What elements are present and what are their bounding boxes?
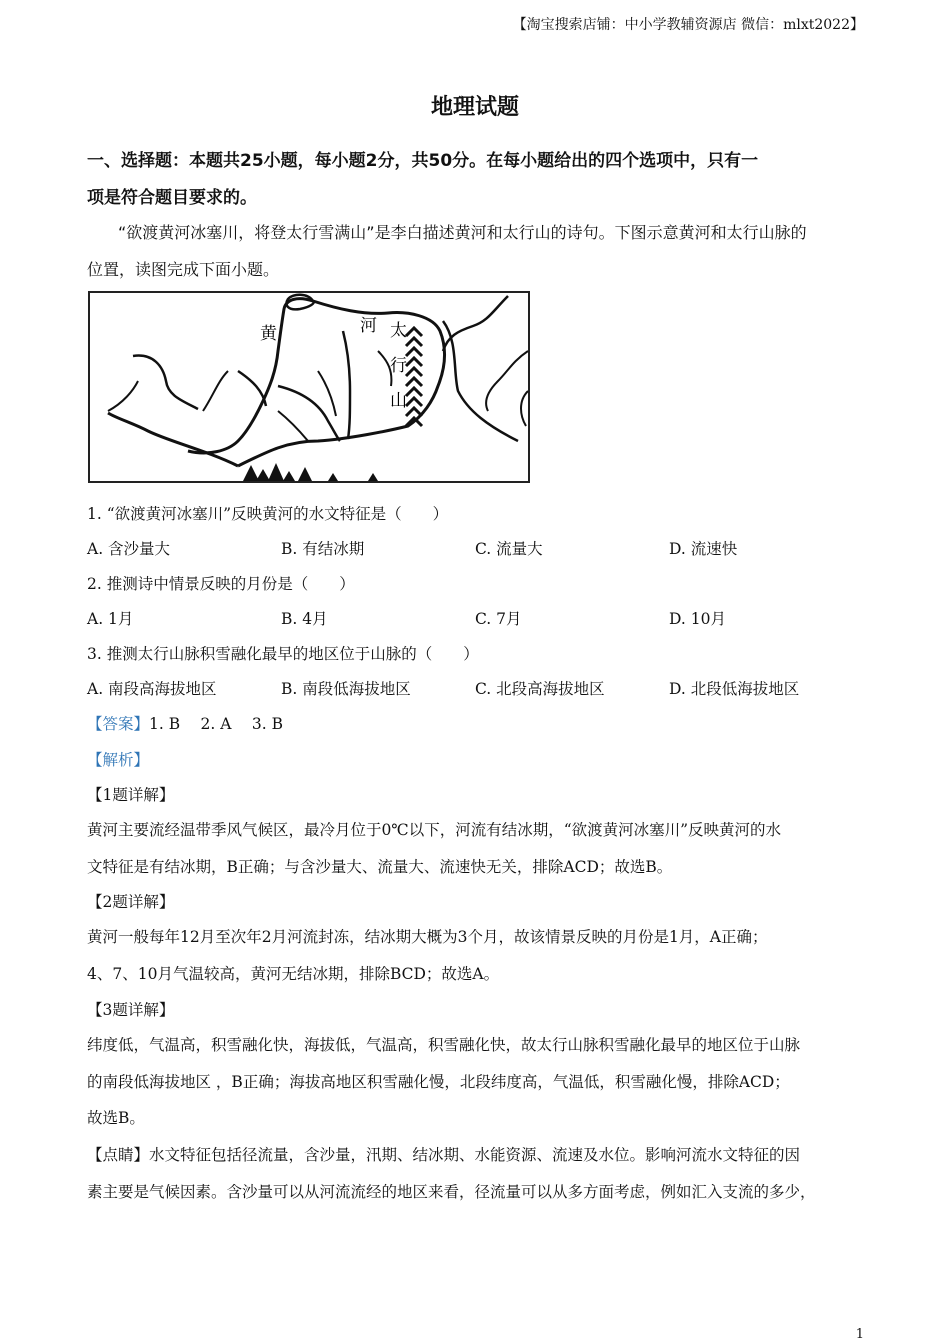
map-label-hang: 行 <box>390 356 407 376</box>
answer-tag: 【答案】 <box>87 715 150 733</box>
map-label-he: 河 <box>360 316 377 336</box>
analysis-tag: 【解析】 <box>87 751 150 769</box>
map-label-tai: 太 <box>390 321 407 341</box>
q3-detail-line3: 故选B。 <box>87 1109 145 1127</box>
answer-text: 1. B 2. A 3. B <box>149 715 283 733</box>
yellow-river-taihang-map <box>88 291 530 483</box>
q2-detail-line1: 黄河一般每年12月至次年2月河流封冻，结冰期大概为3个月，故该情景反映的月份是1月，A正确； <box>87 928 768 946</box>
q3-option-c: C. 北段高海拔地区 <box>475 680 605 698</box>
q3-detail-tag: 【3题详解】 <box>87 1001 175 1019</box>
q1-option-b: B. 有结冰期 <box>281 540 365 558</box>
question-1-stem: 1. “欲渡黄河冰塞川”反映黄河的水文特征是（ ） <box>87 505 449 523</box>
q1-option-a: A. 含沙量大 <box>87 540 171 558</box>
q3-detail-line1: 纬度低，气温高，积雪融化快，海拔低，气温高，积雪融化快，故太行山脉积雪融化最早的地区位于山脉 <box>87 1036 801 1054</box>
q1-option-c: C. 流量大 <box>475 540 543 558</box>
intro-line1: “欲渡黄河冰塞川，将登太行雪满山”是李白描述黄河和太行山的诗句。下图示意黄河和太行山脉的 <box>118 223 807 242</box>
q1-detail-tag: 【1题详解】 <box>87 786 175 804</box>
tip-text1: 水文特征包括径流量，含沙量，汛期、结冰期、水能资源、流速及水位。影响河流水文特征的因 <box>149 1146 801 1164</box>
map-border <box>89 292 529 482</box>
q1-option-d: D. 流速快 <box>669 540 738 558</box>
q3-detail-line2: 的南段低海拔地区 ，B正确；海拔高地区积雪融化慢，北段纬度高，气温低，积雪融化慢，排除ACD； <box>87 1073 790 1091</box>
intro-line2: 位置，读图完成下面小题。 <box>87 260 280 279</box>
page-header: 【淘宝搜索店铺：中小学教辅资源店 微信：mlxt2022】 <box>512 17 864 33</box>
q3-option-b: B. 南段低海拔地区 <box>281 680 411 698</box>
map-label-huang: 黄 <box>260 324 277 344</box>
page-title: 地理试题 <box>430 95 519 120</box>
q2-option-c: C. 7月 <box>475 610 522 628</box>
q1-detail-line1: 黄河主要流经温带季风气候区，最冷月位于0℃以下，河流有结冰期，“欲渡黄河冰塞川”反映黄河的水 <box>87 821 782 839</box>
q2-detail-line2: 4、7、10月气温较高，黄河无结冰期，排除BCD；故选A。 <box>87 965 500 983</box>
q2-option-d: D. 10月 <box>669 610 726 628</box>
tip-line1 <box>87 1143 800 1165</box>
q2-option-a: A. 1月 <box>87 610 134 628</box>
page-number: 1 <box>855 1327 864 1342</box>
q3-option-a: A. 南段高海拔地区 <box>87 680 217 698</box>
map-label-shan: 山 <box>390 391 407 411</box>
question-2-stem: 2. 推测诗中情景反映的月份是（ ） <box>87 575 355 593</box>
section-heading-line1: 一、选择题：本题共25小题，每小题2分，共50分。在每小题给出的四个选项中，只有一 <box>87 151 759 171</box>
answer-line <box>87 712 283 734</box>
q2-option-b: B. 4月 <box>281 610 328 628</box>
map-svg <box>88 291 530 483</box>
q2-detail-tag: 【2题详解】 <box>87 893 175 911</box>
q1-detail-line2: 文特征是有结冰期，B正确；与含沙量大、流量大、流速快无关，排除ACD；故选B。 <box>87 858 673 876</box>
tip-line2: 素主要是气候因素。含沙量可以从河流流经的地区来看，径流量可以从多方面考虑，例如汇入支流的多少， <box>87 1183 816 1201</box>
tip-tag: 【点睛】 <box>87 1146 150 1164</box>
q3-option-d: D. 北段低海拔地区 <box>669 680 800 698</box>
section-heading-line2: 项是符合题目要求的。 <box>87 188 257 208</box>
question-3-stem: 3. 推测太行山脉积雪融化最早的地区位于山脉的（ ） <box>87 645 479 663</box>
